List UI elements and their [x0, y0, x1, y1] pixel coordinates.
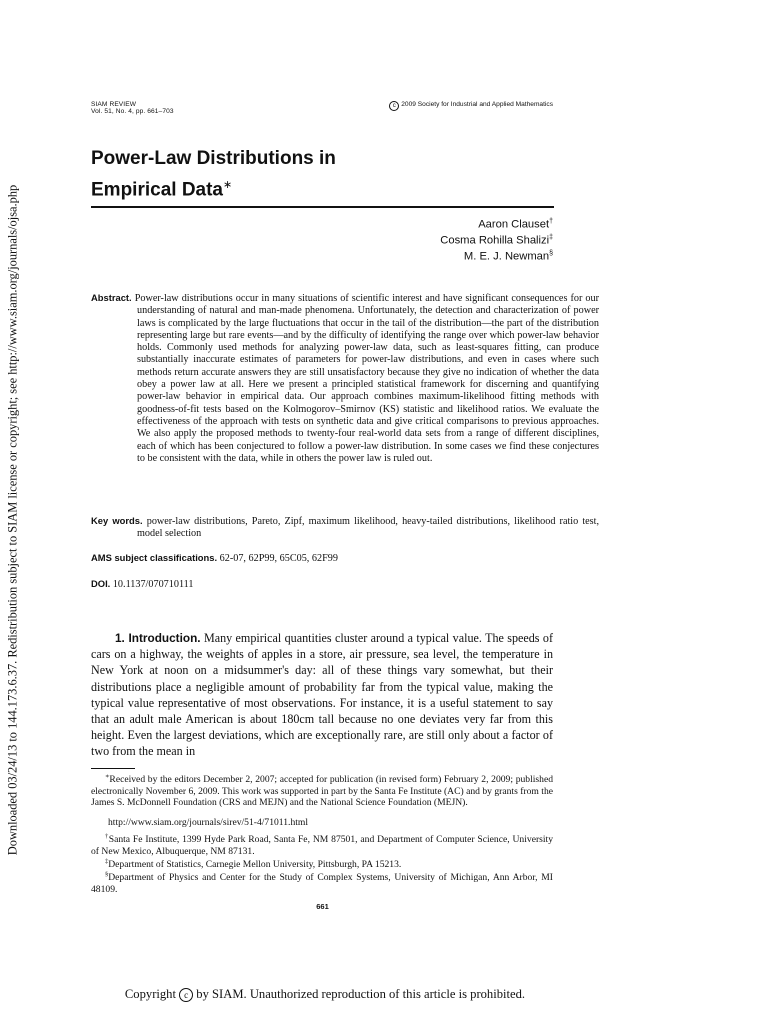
footnote-url — [91, 817, 553, 828]
journal-header — [91, 101, 174, 115]
bottom-copyright — [0, 987, 650, 1002]
footnote-mark: ‡ — [105, 858, 109, 865]
copyright-icon: c — [389, 101, 399, 111]
bottom-copyright-before: Copyright — [124, 987, 176, 1001]
doi-text: 10.1137/070710111 — [112, 579, 194, 590]
ams-text: 62-07, 62P99, 65C05, 62F99 — [219, 553, 338, 564]
title-line-2-text: Empirical Data — [91, 179, 223, 201]
author-1-name: Aaron Clauset — [478, 218, 550, 231]
introduction-heading: 1. Introduction. — [115, 631, 201, 645]
journal-copyright-text: 2009 Society for Industrial and Applied Mathematics — [401, 101, 553, 108]
author-3-name: M. E. J. Newman — [463, 250, 550, 263]
keywords — [91, 515, 599, 541]
title-footnote-mark: ∗ — [223, 179, 233, 191]
abstract-text: Power-law distributions occur in many situations of scientific interest and have significant consequences for our understanding of natural and man-made phenomena. Unfortunately, the detection and characterization of power laws is complicated by the large fluctuations that occur in the tail of the distribution—the part of the distribution representing large but rare events—and by the difficulty of identifying the range over which power-law behavior holds. Commonly used methods for analyzing power-law data, such as least-squares fitting, can produce substantially inaccurate estimates of parameters for power-law distributions, and even in cases where such methods return accurate answers they are still unsatisfactory because they give no indication of whether the data obey a power law at all. Here we present a principled statistical framework for discerning and quantifying power-law behavior in empirical data. Our approach combines maximum-likelihood fitting methods with goodness-of-fit tests based on the Kolmogorov–Smirnov (KS) statistic and likelihood ratios. We evaluate the effectiveness of the approach with tests on synthetic data and give critical comparisons to previous approaches. We also apply the proposed methods to twenty-four real-world data sets from a range of different disciplines, each of which has been conjectured to follow a power-law distribution. In some cases we find these conjectures to be consistent with the data, while in others the power law is ruled out. — [134, 293, 600, 464]
author-2-mark: ‡ — [549, 234, 553, 241]
footnote-clauset — [91, 831, 553, 857]
footnote-mark: † — [105, 833, 109, 840]
introduction-paragraph — [91, 630, 553, 760]
footnote-text: Department of Physics and Center for the Study of Complex Systems, University of Michigan, Ann Arbor, MI 48109. — [91, 872, 553, 895]
keywords-text: power-law distributions, Pareto, Zipf, maximum likelihood, heavy-tailed distributions, likelihood ratio test, model selection — [137, 516, 600, 540]
footnote-text: http://www.siam.org/journals/sirev/51-4/71011.html — [108, 817, 309, 828]
journal-name: SIAM REVIEW — [91, 101, 137, 108]
footnote-received — [91, 771, 553, 808]
journal-copyright — [389, 101, 553, 111]
download-watermark: Downloaded 03/24/13 to 144.173.6.37. Redistribution subject to SIAM license or copyright; see http://www.siam.org/journals/ojsa.php — [5, 184, 20, 856]
author-1 — [478, 218, 553, 231]
doi-label: DOI. — [91, 578, 111, 589]
author-3 — [464, 250, 553, 263]
footnote-mark: ∗ — [105, 773, 110, 780]
abstract — [91, 292, 599, 465]
author-1-mark: † — [549, 218, 553, 225]
abstract-label: Abstract. — [91, 292, 132, 303]
author-2-name: Cosma Rohilla Shalizi — [440, 234, 550, 247]
introduction-text: Many empirical quantities cluster around a typical value. The speeds of cars on a highway, the weights of apples in a store, air pressure, sea level, the temperature in New York at noon on a midsummer's day: all of these things vary somewhat, but their distributions place a negligible amount of probability far from the typical value, making the typical value representative of most observations. For instance, it is a useful statement to say that an adult male American is about 180cm tall because no one deviates very far from this height. Even the largest deviations, which are exceptionally rare, are still only about a factor of two from the mean in — [91, 631, 553, 759]
footnote-newman — [91, 869, 553, 895]
bottom-copyright-after: by SIAM. Unauthorized reproduction of this article is prohibited. — [196, 987, 526, 1001]
paper-title — [91, 145, 336, 203]
footnote-rule — [91, 768, 135, 769]
ams-label: AMS subject classifications. — [91, 552, 218, 563]
author-2 — [440, 234, 553, 247]
doi — [91, 578, 553, 591]
footnote-text: Santa Fe Institute, 1399 Hyde Park Road, Santa Fe, NM 87501, and Department of Computer Science, University of New Mexico, Albuquerque, NM 87131. — [91, 834, 554, 857]
ams-classifications — [91, 552, 553, 565]
journal-volume: Vol. 51, No. 4, pp. 661–703 — [91, 108, 174, 115]
copyright-icon: c — [179, 988, 193, 1002]
footnote-mark: § — [105, 871, 109, 878]
footnote-text: Department of Statistics, Carnegie Mellon University, Pittsburgh, PA 15213. — [108, 859, 402, 871]
keywords-label: Key words. — [91, 515, 143, 526]
footnote-text: Received by the editors December 2, 2007; accepted for publication (in revised form) February 2, 2009; published electronically November 6, 2009. This work was supported in part by the Santa Fe Institute (AC) and by grants from the James S. McDonnell Foundation (CRS and MEJN) and the National Science Foundation (MEJN). — [91, 774, 553, 808]
title-line-1: Power-Law Distributions in — [91, 148, 336, 169]
title-line-2 — [91, 172, 336, 203]
author-3-mark: § — [549, 250, 553, 257]
page-number: 661 — [316, 902, 329, 911]
title-rule — [91, 206, 554, 208]
